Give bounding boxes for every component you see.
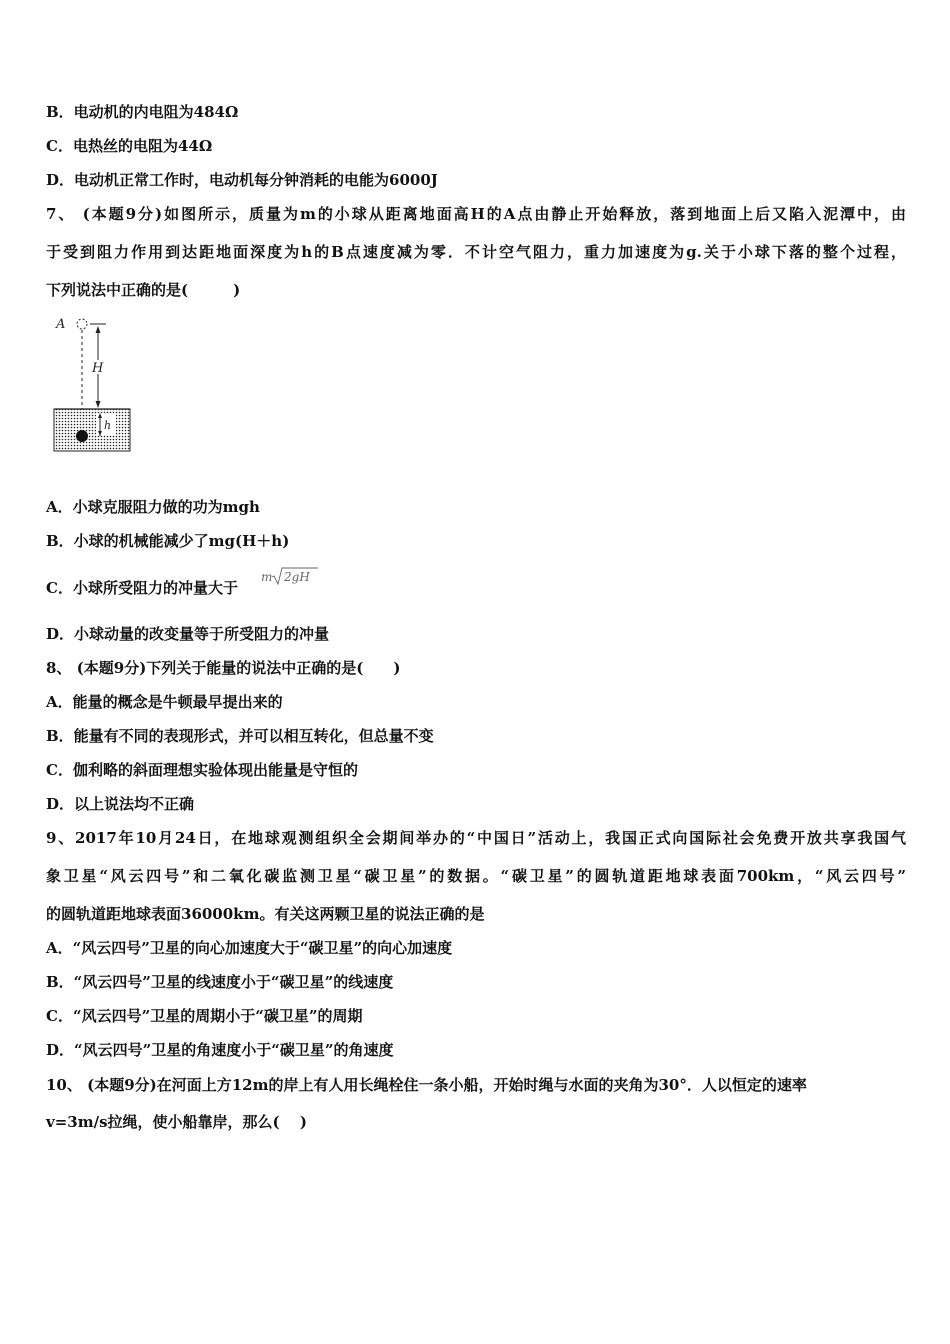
height-arrow-head-down: [96, 401, 101, 408]
option-b-q7: B．小球的机械能减少了mg(H＋h): [46, 532, 290, 550]
question-10-line-2: v=3m/s拉绳，使小船靠岸，那么( ): [46, 1113, 307, 1131]
question-7-line-1: 7、 (本题9分)如图所示，质量为m的小球从距离地面高H的A点由静止开始释放，落到地面上后又陷入泥潭中，由: [46, 205, 906, 223]
label-big-h: H: [92, 361, 104, 376]
option-d-q9: D．“风云四号”卫星的角速度小于“碳卫星”的角速度: [46, 1041, 394, 1059]
question-7-line-3: 下列说法中正确的是( ): [46, 281, 241, 299]
option-d-q8: D．以上说法均不正确: [46, 795, 195, 813]
option-b-q9: B．“风云四号”卫星的线速度小于“碳卫星”的线速度: [46, 973, 394, 991]
question-9-line-2: 象卫星“风云四号”和二氧化碳监测卫星“碳卫星”的数据。“碳卫星”的圆轨道距地球表面700km，“风云四号”: [46, 867, 906, 885]
question-9-line-3: 的圆轨道距地球表面36000km。有关这两颗卫星的说法正确的是: [46, 905, 485, 923]
formula-radicand: 2gH: [284, 570, 310, 584]
mud-ground: [54, 409, 130, 451]
option-d-q7: D．小球动量的改变量等于所受阻力的冲量: [46, 625, 330, 643]
label-small-h: h: [104, 419, 112, 432]
question-8: 8、 (本题9分)下列关于能量的说法中正确的是( ): [46, 659, 401, 677]
question-7-line-2: 于受到阻力作用到达距地面深度为h的B点速度减为零．不计空气阻力，重力加速度为g.关于小球下落的整个过程，: [46, 243, 906, 261]
question-9-line-1: 9、2017年10月24日，在地球观测组织全会期间举办的“中国日”活动上，我国正式向国际社会免费开放共享我国气: [46, 829, 906, 847]
ball-start-circle: [77, 319, 87, 329]
question-10-line-1: 10、 (本题9分)在河面上方12m的岸上有人用长绳栓住一条小船，开始时绳与水面的夹角为30°．人以恒定的速率: [46, 1076, 807, 1094]
question-7-figure: [52, 312, 142, 457]
formula-m-sqrt-2gh: [260, 565, 322, 589]
option-b-q8: B．能量有不同的表现形式，并可以相互转化，但总量不变: [46, 727, 434, 745]
option-d-q6: D．电动机正常工作时，电动机每分钟消耗的电能为6000J: [46, 171, 438, 189]
ball-end: [76, 430, 88, 442]
option-a-q8: A．能量的概念是牛顿最早提出来的: [46, 693, 283, 711]
option-a-q7: A．小球克服阻力做的功为mgh: [46, 498, 260, 516]
option-b-q6: B．电动机的内电阻为484Ω: [46, 103, 239, 121]
option-c-q7: C．小球所受阻力的冲量大于: [46, 579, 238, 597]
formula-m: m: [261, 570, 273, 584]
option-c-q9: C．“风云四号”卫星的周期小于“碳卫星”的周期: [46, 1007, 363, 1025]
label-a: A: [56, 317, 66, 332]
option-c-q6: C．电热丝的电阻为44Ω: [46, 137, 213, 155]
option-c-q8: C．伽利略的斜面理想实验体现出能量是守恒的: [46, 761, 358, 779]
option-a-q9: A．“风云四号”卫星的向心加速度大于“碳卫星”的向心加速度: [46, 939, 453, 957]
height-arrow-head-up: [96, 326, 101, 333]
